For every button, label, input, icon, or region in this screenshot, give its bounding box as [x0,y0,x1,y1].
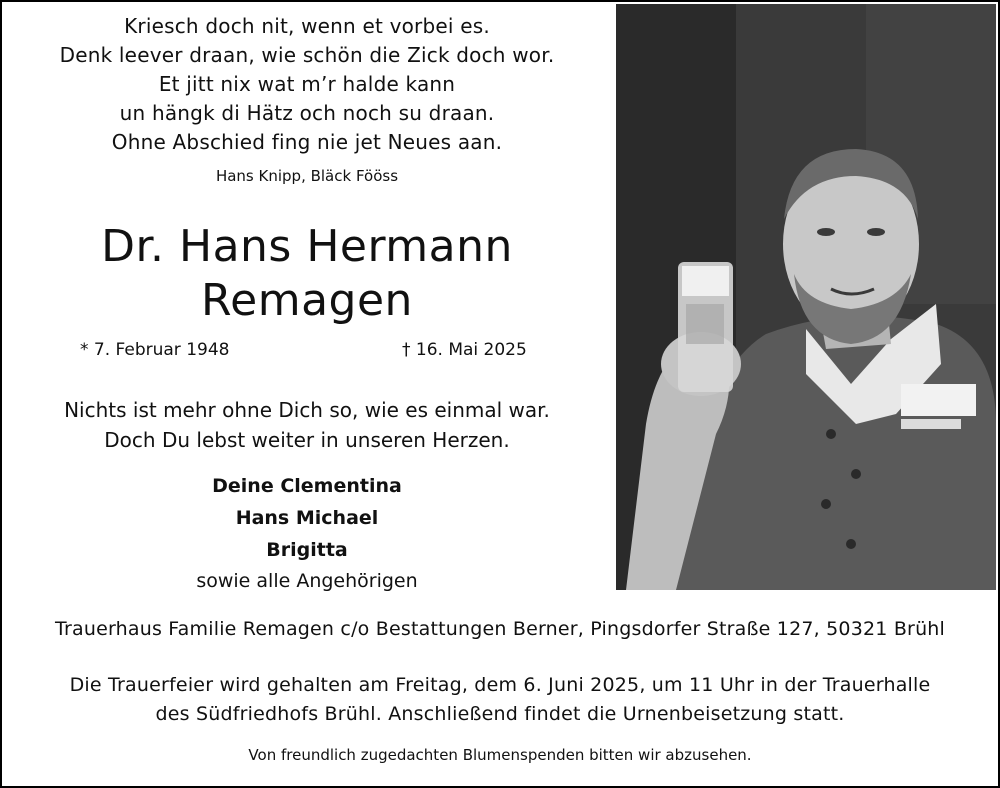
family-extra: sowie alle Angehörigen [196,570,418,592]
name-line-1: Dr. Hans Hermann [101,221,513,272]
portrait-photo [616,4,996,590]
poem-line: Et jitt nix wat m’r halde kann [158,72,456,96]
death-date: † 16. Mai 2025 [402,340,527,360]
portrait-illustration [616,4,996,590]
tribute [0,395,614,455]
text-column [0,0,614,600]
family-name: Hans Michael [235,507,379,529]
mourning-house-address: Trauerhaus Familie Remagen c/o Bestattungen Berner, Pingsdorfer Straße 127, 50321 Brühl [54,618,946,640]
poem [0,12,614,185]
family-name: Brigitta [266,539,348,561]
ceremony-line-2: des Südfriedhofs Brühl. Anschließend findet die Urnenbeisetzung statt. [155,703,845,725]
poem-line: Kriesch doch nit, wenn et vorbei es. [124,14,490,38]
birth-date: * 7. Februar 1948 [80,340,230,360]
tribute-line: Doch Du lebst weiter in unseren Herzen. [104,428,510,452]
family-signature [0,470,614,596]
deceased-name [0,220,614,328]
tribute-line: Nichts ist mehr ohne Dich so, wie es einmal war. [64,398,550,422]
ceremony-line-1: Die Trauerfeier wird gehalten am Freitag, dem 6. Juni 2025, um 11 Uhr in der Trauerhalle [69,674,931,696]
ceremony-info [0,671,1000,729]
name-line-2: Remagen [201,275,413,326]
poem-line: Ohne Abschied fing nie jet Neues aan. [111,130,503,154]
family-name: Deine Clementina [212,475,402,497]
poem-line: un hängk di Hätz och noch su draan. [119,101,495,125]
poem-line: Denk leever draan, wie schön die Zick doch wor. [59,43,555,67]
flowers-note: Von freundlich zugedachten Blumenspenden bitten wir abzusehen. [248,746,752,764]
poem-author: Hans Knipp, Bläck Fööss [215,167,399,185]
